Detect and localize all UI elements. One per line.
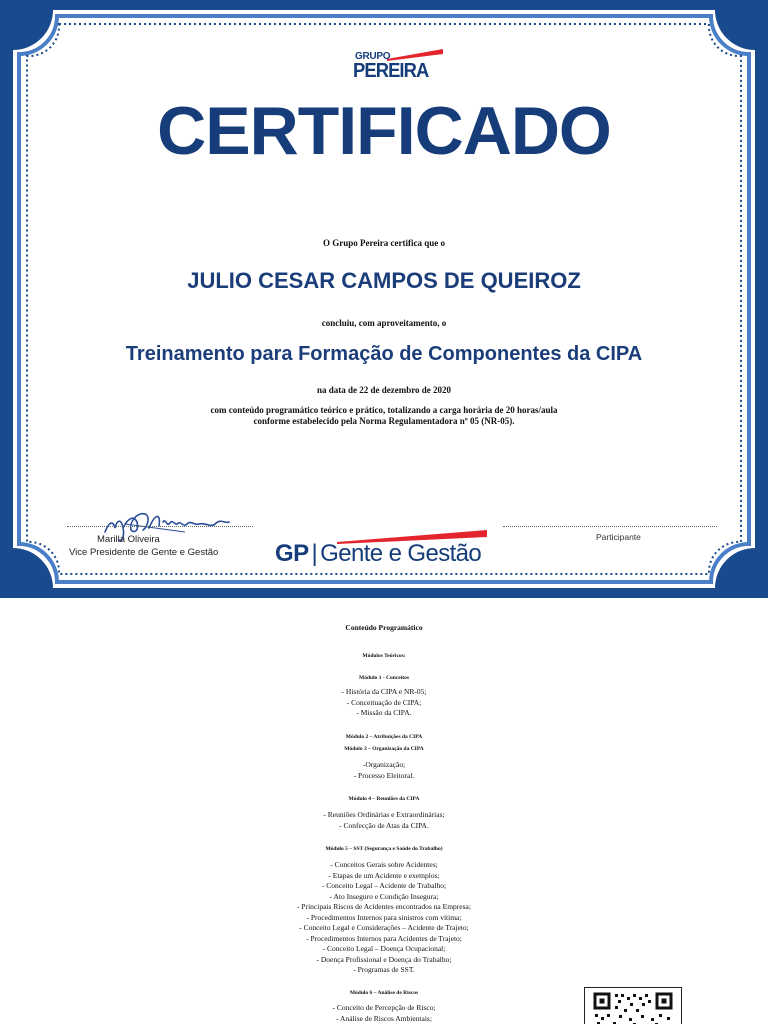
module-6-title: Módulo 6 – Análise de Riscos <box>349 990 419 996</box>
logo-pereira-text: PEREIRA <box>353 60 429 82</box>
gp-logo-text: Gente e Gestão <box>320 540 482 567</box>
certificate-intro: O Grupo Pereira certifica que o <box>322 238 446 248</box>
course-name: Treinamento para Formação de Componentes da CIPA <box>125 343 643 365</box>
course-description-line-1: com conteúdo programático teórico e prático, totalizando a carga horária de 20 horas/aula <box>210 405 558 415</box>
grupo-pereira-logo <box>353 49 443 89</box>
module-5-item: - Programas de SST. <box>353 965 415 974</box>
module-5-item: - Doença Profissional e Doença do Trabalho; <box>316 954 452 964</box>
certificate-title: CERTIFICADO <box>157 93 611 169</box>
qr-code-icon <box>585 988 682 1024</box>
gp-logo-separator: | <box>311 540 318 567</box>
module-5-item: - Conceito Legal – Acidente de Trabalho; <box>321 881 447 890</box>
course-description-line-2: conforme estabelecido pela Norma Regulamentadora nº 05 (NR-05). <box>253 416 515 426</box>
module-5-item: - Procedimentos Internos para sinistros com vítima; <box>306 912 462 922</box>
signature-line-left <box>67 526 253 527</box>
program-page <box>0 598 768 1024</box>
module-4-title: Módulo 4 – Reuniões da CIPA <box>348 796 420 802</box>
module-1-item: - Missão da CIPA. <box>356 708 412 717</box>
module-5-item: - Ato Inseguro e Condição Insegura; <box>329 891 439 901</box>
module-1-title: Módulo 1 - Conceitos <box>359 675 409 681</box>
module-5-title: Módulo 5 – SST (Segurança e Saúde do Trabalho) <box>325 846 443 852</box>
signer-role: Vice Presidente de Gente e Gestão <box>69 547 219 558</box>
module-5-item: - Principais Riscos de Acidentes encontrados na Empresa; <box>297 902 471 911</box>
module-1-item: - História da CIPA e NR-05; <box>341 687 427 696</box>
module-3-title: Módulo 3 – Organização da CIPA <box>344 746 424 752</box>
participant-label: Participante <box>596 532 641 542</box>
module-3-item: -Organização; <box>362 760 406 769</box>
module-5-item: - Etapas de um Acidente e exemplos; <box>328 870 440 880</box>
module-6-item: - Conceito de Percepção de Risco; <box>332 1003 436 1012</box>
signer-name: Marilla Oliveira <box>97 534 160 545</box>
program-subtitle: Módulos Teóricos: <box>362 653 406 659</box>
recipient-name: JULIO CESAR CAMPOS DE QUEIROZ <box>187 268 581 293</box>
module-3-item: - Processo Eleitoral. <box>353 770 415 780</box>
module-5-item: - Conceito Legal – Doença Ocupacional; <box>322 944 446 953</box>
completion-text: concluiu, com aproveitamento, o <box>321 318 447 328</box>
module-6-item: - Análise de Riscos Ambientais; <box>336 1013 432 1023</box>
module-5-item: - Conceitos Gerais sobre Acidentes; <box>330 860 438 869</box>
module-4-item: - Reuniões Ordinárias e Extraordinárias; <box>323 810 445 819</box>
gp-gente-gestao-logo <box>275 530 485 578</box>
qr-code <box>584 987 682 1024</box>
module-5-item: - Conceito Legal e Considerações – Acidente de Trajeto; <box>299 923 469 932</box>
signature-line-right <box>503 526 717 527</box>
gp-logo-prefix: GP <box>275 540 309 567</box>
module-5-item: - Procedimentos Internos para Acidentes de Trajeto; <box>306 933 462 943</box>
module-4-item: - Confecção de Atas da CIPA. <box>339 820 429 830</box>
module-2-title: Módulo 2 – Atribuições da CIPA <box>345 734 423 740</box>
module-1-item: - Conceituação de CIPA; <box>346 697 422 707</box>
completion-date: na data de 22 de dezembro de 2020 <box>316 385 452 395</box>
program-title: Conteúdo Programático <box>345 623 423 632</box>
logo-grupo-text: GRUPO <box>355 51 391 62</box>
